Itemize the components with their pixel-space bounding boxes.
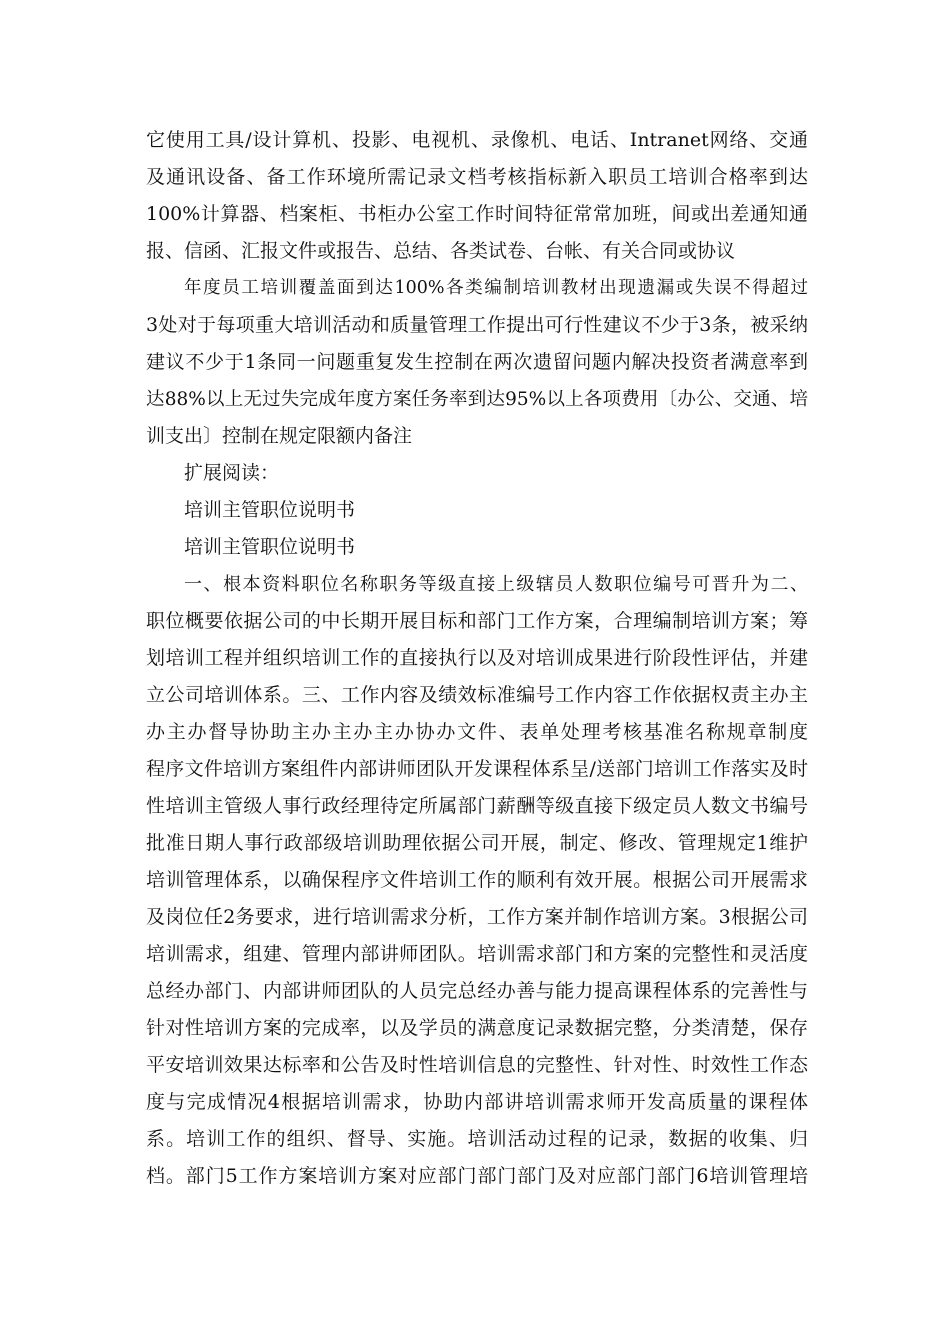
text-line: 立公司培训体系。三、工作内容及绩效标准编号工作内容工作依据权责主办主 xyxy=(146,684,808,706)
text-line: 及通讯设备、备工作环境所需记录文档考核指标新入职员工培训合格率到达 xyxy=(146,166,808,188)
text-line: 训支出〕控制在规定限额内备注 xyxy=(146,425,413,447)
text-line: 办主办督导协助主办主办主办协办文件、表单处理考核基准名称规章制度 xyxy=(146,721,808,743)
text-line: 培训主管职位说明书 xyxy=(184,499,356,521)
text-line: 总经办部门、内部讲师团队的人员完总经办善与能力提高课程体系的完善性与 xyxy=(146,980,808,1002)
text-line: 平安培训效果达标率和公告及时性培训信息的完整性、针对性、时效性工作态 xyxy=(146,1054,808,1076)
text-line: 档。部门5工作方案培训方案对应部门部门部门及对应部门部门6培训管理培 xyxy=(146,1165,808,1187)
text-line: 一、根本资料职位名称职务等级直接上级辖员人数职位编号可晋升为二、 xyxy=(184,574,808,595)
text-line: 达88%以上无过失完成年度方案任务率到达95%以上各项费用〔办公、交通、培 xyxy=(146,389,808,410)
text-line: 培训主管职位说明书 xyxy=(184,536,356,558)
text-line: 3处对于每项重大培训活动和质量管理工作提出可行性建议不少于3条，被采纳 xyxy=(146,314,808,336)
text-line: 报、信函、汇报文件或报告、总结、各类试卷、台帐、有关合同或协议 xyxy=(146,240,736,262)
document-body xyxy=(146,122,808,1195)
text-line: 它使用工具/设计算机、投影、电视机、录像机、电话、Intranet网络、交通 xyxy=(146,129,808,151)
text-line: 扩展阅读： xyxy=(184,462,280,484)
text-line: 划培训工程并组织培训工作的直接执行以及对培训成果进行阶段性评估，并建 xyxy=(146,647,808,669)
text-line: 100%计算器、档案柜、书柜办公室工作时间特征常常加班，间或出差通知通 xyxy=(146,203,808,225)
text-line: 培训管理体系，以确保程序文件培训工作的顺利有效开展。根据公司开展需求 xyxy=(146,869,808,891)
text-line: 培训需求，组建、管理内部讲师团队。培训需求部门和方案的完整性和灵活度 xyxy=(146,943,808,965)
text-line: 系。培训工作的组织、督导、实施。培训活动过程的记录，数据的收集、归 xyxy=(146,1128,808,1150)
text-line: 职位概要依据公司的中长期开展目标和部门工作方案，合理编制培训方案；筹 xyxy=(146,610,808,632)
text-line: 度与完成情况4根据培训需求，协助内部讲培训需求师开发高质量的课程体 xyxy=(146,1091,808,1113)
text-line: 程序文件培训方案组件内部讲师团队开发课程体系呈/送部门培训工作落实及时 xyxy=(146,758,808,780)
text-line: 性培训主管级人事行政经理待定所属部门薪酬等级直接下级定员人数文书编号 xyxy=(146,795,808,817)
text-line: 年度员工培训覆盖面到达100%各类编制培训教材出现遗漏或失误不得超过 xyxy=(184,278,808,298)
text-line: 批准日期人事行政部级培训助理依据公司开展，制定、修改、管理规定1维护 xyxy=(146,832,808,854)
text-line: 及岗位任2务要求，进行培训需求分析，工作方案并制作培训方案。3根据公司 xyxy=(146,906,808,928)
text-line: 针对性培训方案的完成率，以及学员的满意度记录数据完整，分类清楚，保存 xyxy=(146,1017,808,1039)
text-line: 建议不少于1条同一问题重复发生控制在两次遗留问题内解决投资者满意率到 xyxy=(146,351,808,373)
